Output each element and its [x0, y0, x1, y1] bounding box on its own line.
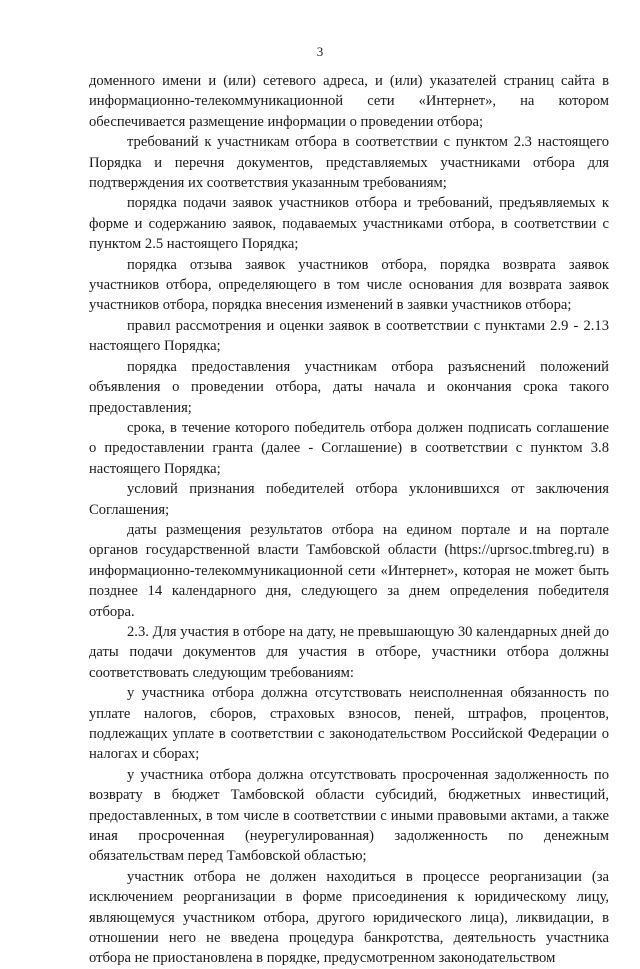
paragraph-participant-requirements: требований к участникам отбора в соответствии с пунктом 2.3 настоящего Порядка и перечня документов, представляемых участниками отбора для подтверждения их соответствия указанным требованиям;	[89, 134, 609, 192]
paragraph-overdue-debt: у участника отбора должна отсутствовать просроченная задолженность по возврату в бюджет Тамбовской области субсидий, бюджетных инвестиций, предоставленных, в том числе в соответствии с иными правовыми актами, а также иная просроченная (неурегулированная) задолженность по денежным обязательствам перед Тамбовской областью;	[89, 766, 609, 865]
paragraph-tax-obligations: у участника отбора должна отсутствовать неисполненная обязанность по уплате налогов, сборов, страховых взносов, пеней, штрафов, процентов, подлежащих уплате в соответствии с законодательством Российской Федерации о налогах и сборах;	[89, 685, 609, 763]
paragraph-evasion-conditions: условий признания победителей отбора уклонившихся от заключения Соглашения;	[89, 481, 609, 518]
paragraph-signing-deadline: срока, в течение которого победитель отбора должен подписать соглашение о предоставлении гранта (далее - Соглашение) в соответствии с пунктом 3.8 настоящего Порядка;	[89, 419, 609, 477]
paragraph-review-rules: правил рассмотрения и оценки заявок в соответствии с пунктами 2.9 - 2.13 настоящего Порядка;	[89, 317, 609, 355]
paragraph-results-publication: даты размещения результатов отбора на едином портале и на портале органов государственной власти Тамбовской области (https://uprsoc.tmbreg.ru) в информационно-телекоммуникационной сети «Интернет», которая не может быть позднее 14 календарного дня, следующего за днем определения победителя отбора.	[89, 521, 609, 620]
document-body	[89, 71, 609, 969]
paragraph-reorganization: участник отбора не должен находиться в процессе реорганизации (за исключением реорганизации в форме присоединения к юридическому лицу, являющемуся участником отбора, другого юридического лица), ликвидации, в отношении него не введена процедура банкротства, деятельность участника отбора не приостановлена в порядке, предусмотренном законодательством	[89, 868, 609, 967]
paragraph-withdrawal-procedure: порядка отзыва заявок участников отбора, порядка возврата заявок участников отбора, определяющего в том числе основания для возврата заявок участников отбора, порядка внесения изменений в заявки участников отбора;	[89, 256, 609, 314]
paragraph-application-procedure: порядка подачи заявок участников отбора и требований, предъявляемых к форме и содержанию заявок, подаваемых участниками отбора, в соответствии с пунктом 2.5 настоящего Порядка;	[89, 195, 609, 253]
page-number: 3	[316, 44, 324, 59]
paragraph-section-2-3: 2.3. Для участия в отборе на дату, не превышающую 30 календарных дней до даты подачи документов для участия в отборе, участники отбора должны соответствовать следующим требованиям:	[89, 623, 609, 681]
paragraph-domain-name: доменного имени и (или) сетевого адреса, и (или) указателей страниц сайта в информационно-телекоммуникационной сети «Интернет», на котором обеспечивается размещение информации о проведении отбора;	[89, 73, 609, 130]
paragraph-clarifications: порядка предоставления участникам отбора разъяснений положений объявления о проведении отбора, даты начала и окончания срока такого предоставления;	[89, 358, 609, 416]
